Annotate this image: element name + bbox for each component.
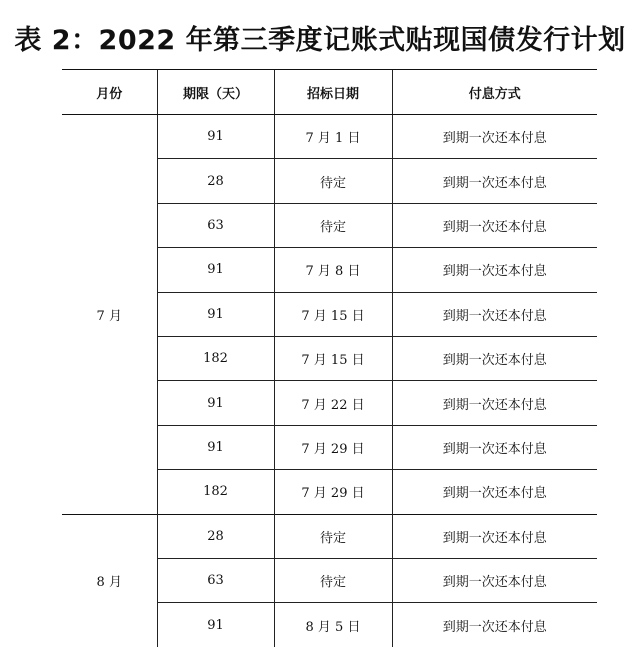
table-body [62, 115, 597, 648]
header-term: 期限（天） [157, 70, 274, 115]
auction-date-cell: 7 月 22 日 [274, 381, 392, 425]
payment-method-cell: 到期一次还本付息 [392, 248, 597, 292]
term-cell: 28 [157, 514, 274, 558]
term-cell: 182 [157, 470, 274, 514]
term-cell: 91 [157, 248, 274, 292]
auction-date-cell: 7 月 8 日 [274, 248, 392, 292]
payment-method-cell: 到期一次还本付息 [392, 115, 597, 159]
auction-date-cell: 7 月 15 日 [274, 292, 392, 336]
auction-date-cell: 8 月 5 日 [274, 603, 392, 647]
auction-date-cell: 待定 [274, 159, 392, 203]
payment-method-cell: 到期一次还本付息 [392, 159, 597, 203]
auction-date-cell: 待定 [274, 514, 392, 558]
page-title: 表 2：2022 年第三季度记账式贴现国债发行计划 [14, 25, 626, 56]
auction-date-cell: 7 月 15 日 [274, 336, 392, 380]
term-cell: 91 [157, 425, 274, 469]
payment-method-cell: 到期一次还本付息 [392, 514, 597, 558]
payment-method-cell: 到期一次还本付息 [392, 470, 597, 514]
payment-method-cell: 到期一次还本付息 [392, 603, 597, 647]
table-row [62, 514, 597, 558]
auction-date-cell: 7 月 29 日 [274, 470, 392, 514]
term-cell: 91 [157, 603, 274, 647]
header-payment: 付息方式 [392, 70, 597, 115]
term-cell: 63 [157, 558, 274, 602]
table-row [62, 115, 597, 159]
auction-date-cell: 7 月 29 日 [274, 425, 392, 469]
term-cell: 91 [157, 115, 274, 159]
payment-method-cell: 到期一次还本付息 [392, 336, 597, 380]
month-cell: 8 月 [62, 514, 157, 647]
auction-date-cell: 待定 [274, 203, 392, 247]
term-cell: 28 [157, 159, 274, 203]
auction-date-cell: 7 月 1 日 [274, 115, 392, 159]
payment-method-cell: 到期一次还本付息 [392, 203, 597, 247]
month-cell: 7 月 [62, 115, 157, 515]
payment-method-cell: 到期一次还本付息 [392, 292, 597, 336]
payment-method-cell: 到期一次还本付息 [392, 558, 597, 602]
issuance-plan-table [62, 69, 597, 647]
term-cell: 91 [157, 381, 274, 425]
header-auction-date: 招标日期 [274, 70, 392, 115]
auction-date-cell: 待定 [274, 558, 392, 602]
payment-method-cell: 到期一次还本付息 [392, 425, 597, 469]
term-cell: 91 [157, 292, 274, 336]
term-cell: 63 [157, 203, 274, 247]
payment-method-cell: 到期一次还本付息 [392, 381, 597, 425]
term-cell: 182 [157, 336, 274, 380]
header-month: 月份 [62, 70, 157, 115]
table-header-row [62, 70, 597, 115]
